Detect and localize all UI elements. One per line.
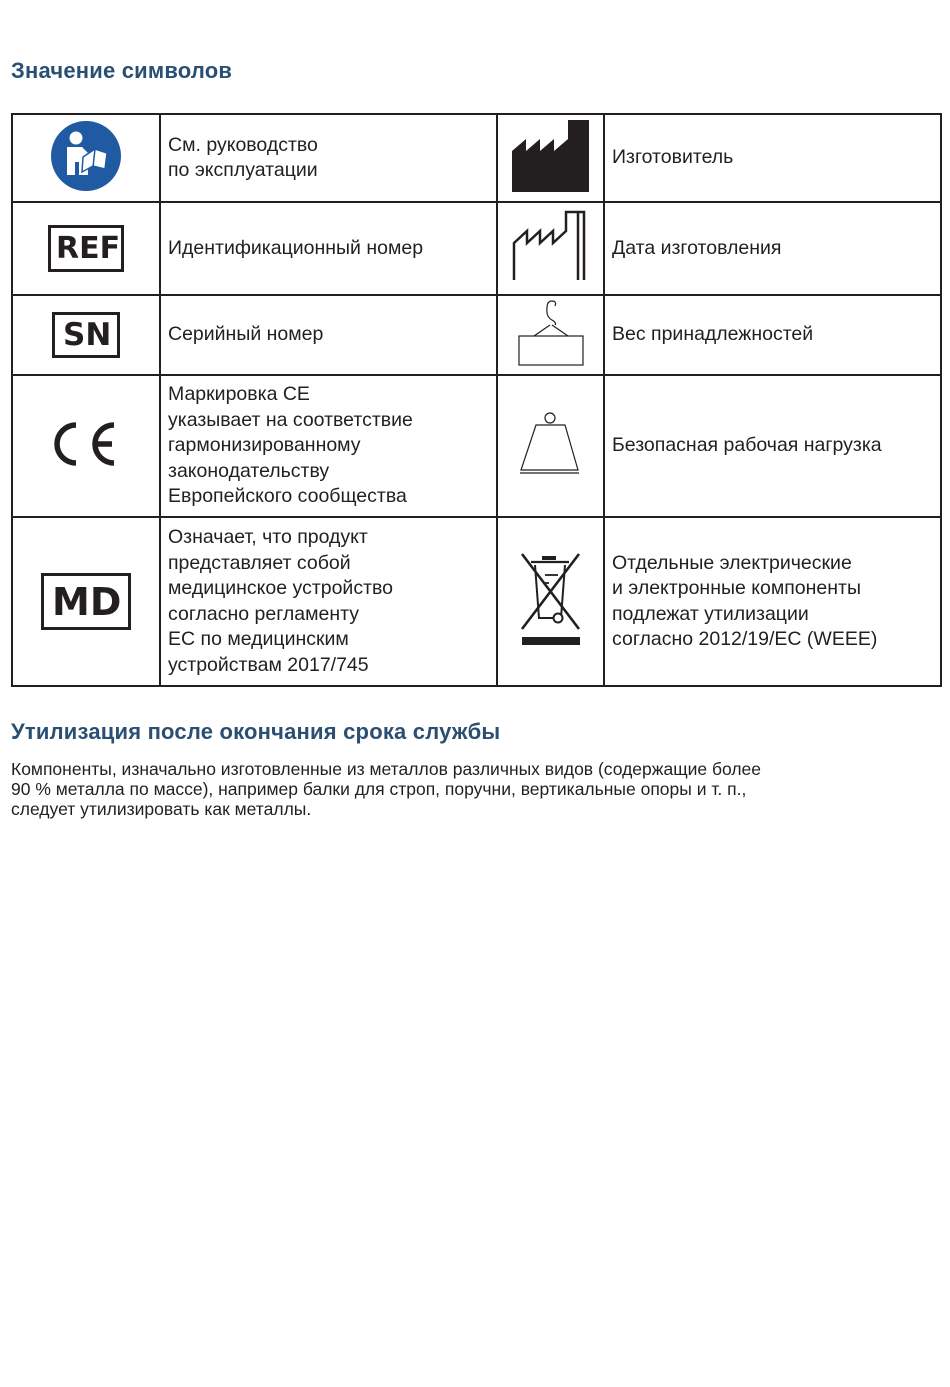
symbols-table bbox=[11, 113, 942, 687]
table-row bbox=[12, 375, 941, 517]
symbol-cell bbox=[497, 517, 604, 686]
symbol-cell bbox=[497, 114, 604, 202]
symbols-section-title: Значение символов bbox=[11, 58, 233, 83]
symbol-description: Дата изготовления bbox=[604, 202, 941, 295]
sn-icon: SN bbox=[52, 312, 120, 358]
ce-mark-icon bbox=[52, 419, 120, 469]
symbol-cell bbox=[12, 202, 160, 295]
date-of-manufacture-icon bbox=[511, 210, 591, 282]
manufacturer-icon bbox=[511, 119, 591, 193]
symbol-cell bbox=[12, 517, 160, 686]
table-row bbox=[12, 202, 941, 295]
accessory-weight-icon bbox=[516, 298, 586, 368]
safe-working-load-icon bbox=[516, 412, 586, 476]
read-manual-icon bbox=[50, 120, 122, 192]
md-icon: MD bbox=[41, 573, 131, 630]
table-row bbox=[12, 114, 941, 202]
symbol-cell bbox=[12, 295, 160, 375]
symbol-description: Маркировка CE указывает на соответствие гармонизированному законодательству Европейского сообщества bbox=[160, 375, 497, 517]
symbol-description: Вес принадлежностей bbox=[604, 295, 941, 375]
symbol-description: Означает, что продукт представляет собой медицинское устройство согласно регламенту ЕС по медицинским устройствам 2017/745 bbox=[160, 517, 497, 686]
symbol-description: См. руководство по эксплуатации bbox=[160, 114, 497, 202]
weee-crossed-bin-icon bbox=[519, 549, 583, 649]
symbol-description: Отдельные электрические и электронные компоненты подлежат утилизации согласно 2012/19/EC (WEEE) bbox=[604, 517, 941, 686]
symbol-description: Безопасная рабочая нагрузка bbox=[604, 375, 941, 517]
symbol-description: Идентификационный номер bbox=[160, 202, 497, 295]
symbol-cell bbox=[12, 114, 160, 202]
table-row bbox=[12, 517, 941, 686]
disposal-paragraph: Компоненты, изначально изготовленные из металлов различных видов (содержащие более 90 % металла по массе), например балки для строп, поручни, вертикальные опоры и т. п., следует утилизировать как металлы. bbox=[11, 759, 762, 819]
disposal-section-title: Утилизация после окончания срока службы bbox=[11, 719, 501, 744]
ref-icon: REF bbox=[48, 225, 124, 272]
symbol-description: Изготовитель bbox=[604, 114, 941, 202]
symbol-cell bbox=[12, 375, 160, 517]
symbol-cell bbox=[497, 375, 604, 517]
table-row bbox=[12, 295, 941, 375]
symbol-cell bbox=[497, 202, 604, 295]
symbol-cell bbox=[497, 295, 604, 375]
symbol-description: Серийный номер bbox=[160, 295, 497, 375]
